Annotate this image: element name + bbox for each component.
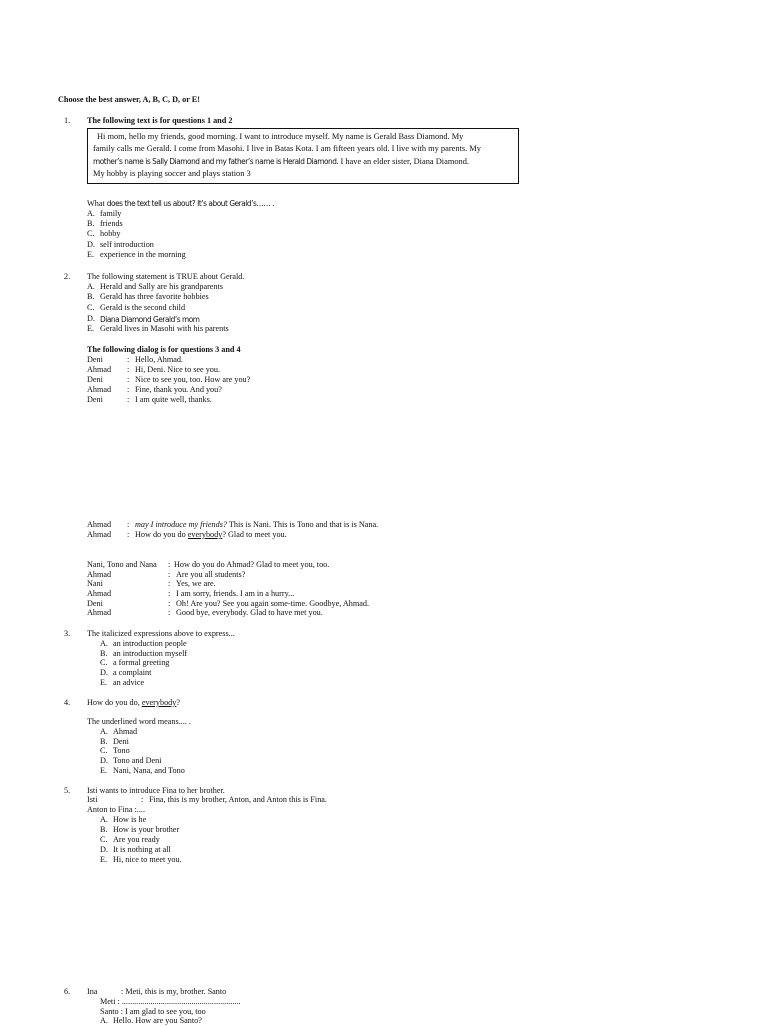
- answer-blank-line: Meti : ..........................................................: [100, 997, 241, 1006]
- option-d[interactable]: [100, 756, 108, 766]
- option-a[interactable]: [100, 639, 108, 649]
- option-letter: C.: [87, 229, 95, 238]
- option-e[interactable]: [100, 766, 107, 776]
- option-text: an introduction people: [113, 639, 187, 648]
- option-text: Tono: [113, 746, 130, 755]
- question-text-end: does the text tell us about? It’s about Gerald’s…… .: [106, 198, 275, 208]
- dialog-colon: :: [168, 599, 171, 608]
- option-text: Deni: [113, 737, 129, 746]
- quoted-line-pre: How do you do,: [87, 698, 142, 707]
- option-text: Diana Diamond Gerald’s mom: [100, 314, 200, 324]
- option-letter: A.: [100, 727, 108, 736]
- dialog-colon: :: [127, 355, 130, 364]
- option-d[interactable]: [100, 845, 108, 855]
- dialog-speaker: Ahmad: [87, 570, 112, 579]
- dialog-text: Oh! Are you? See you again some-time. Goodbye, Ahmad.: [176, 599, 370, 608]
- option-text: an advice: [113, 678, 145, 687]
- dialog-speaker: Ahmad: [87, 520, 112, 529]
- dialog-heading: The following dialog is for questions 3 and 4: [87, 345, 241, 354]
- option-text: Hi, nice to meet you.: [113, 855, 182, 864]
- dialog-text: [135, 520, 378, 530]
- dialog-colon: :: [127, 385, 130, 394]
- dialog-text: Yes, we are.: [176, 579, 216, 588]
- option-text: a complaint: [113, 668, 152, 677]
- dialog-speaker: Ahmad: [87, 608, 112, 617]
- passage-line-highlight: mother’s name is Sally Diamond and my father’s name is Herald Diamond.: [93, 156, 339, 166]
- question-text: The following statement is TRUE about Gerald.: [87, 272, 245, 281]
- option-text: an introduction myself: [113, 649, 188, 658]
- dialog-text: Hello, Ahmad.: [135, 355, 183, 364]
- dialog-speaker: Nani: [87, 579, 103, 588]
- option-e[interactable]: [87, 324, 94, 334]
- option-letter: E.: [100, 766, 108, 775]
- option-a[interactable]: [87, 282, 95, 292]
- dialog-text: Nice to see you, too. How are you?: [135, 375, 251, 384]
- option-d[interactable]: [87, 240, 95, 250]
- option-letter: D.: [100, 668, 108, 677]
- underlined-word: everybody: [187, 530, 223, 539]
- option-letter: C.: [87, 303, 95, 312]
- underlined-word: everybody: [141, 698, 177, 707]
- dialog-colon: :: [168, 608, 171, 617]
- instruction-text: Choose the best answer, A, B, C, D, or E!: [58, 95, 200, 104]
- option-letter: D.: [87, 240, 95, 249]
- dialog-colon: :: [168, 570, 171, 579]
- option-text: a formal greeting: [113, 658, 170, 667]
- dialog-colon: :: [127, 375, 130, 384]
- option-letter: D.: [100, 756, 108, 765]
- question-text: Isti wants to introduce Fina to her brother.: [87, 786, 225, 795]
- dialog-colon: :: [127, 530, 130, 539]
- option-c[interactable]: [100, 746, 108, 756]
- option-d[interactable]: [100, 668, 108, 678]
- option-c[interactable]: [100, 658, 108, 668]
- dialog-colon: :: [168, 560, 171, 569]
- dialog-text: Good bye, everybody. Glad to have met you.: [176, 608, 323, 617]
- option-letter: B.: [87, 292, 95, 301]
- option-text: family: [100, 209, 122, 218]
- dialog-colon: :: [168, 589, 171, 598]
- dialog-colon: :: [168, 579, 171, 588]
- option-c[interactable]: [100, 835, 108, 845]
- dialog-text: Hi, Deni. Nice to see you.: [135, 365, 221, 374]
- passage-heading: The following text is for questions 1 and 2: [87, 116, 233, 125]
- option-text: Gerald lives in Masohi with his parents: [100, 324, 229, 333]
- passage-line: [93, 155, 469, 168]
- dialog-colon: :: [127, 365, 130, 374]
- question-number: 3.: [64, 629, 71, 638]
- option-b[interactable]: [100, 825, 108, 835]
- dialog-speaker: Isti: [87, 795, 98, 804]
- option-letter: E.: [100, 678, 108, 687]
- option-letter: A.: [87, 282, 95, 291]
- question-number: 2.: [64, 272, 71, 281]
- question-number: 6.: [64, 987, 71, 996]
- option-letter: A.: [100, 815, 108, 824]
- option-b[interactable]: [87, 219, 95, 229]
- passage-line: Hi mom, hello my friends, good morning. I want to introduce myself. My name is Gerald Bass Diamond. My: [97, 132, 464, 141]
- quoted-line: [87, 698, 180, 708]
- italic-expression: may I introduce my friends?: [135, 520, 228, 529]
- question-number: 5.: [64, 786, 71, 795]
- option-text: Gerald has three favorite hobbies: [100, 292, 209, 301]
- dialog-text: Fina, this is my brother, Anton, and Anton this is Fina.: [149, 795, 327, 804]
- answer-prompt-line: Anton to Fina :....: [87, 805, 145, 814]
- question-number: 1.: [64, 116, 71, 125]
- option-letter: A.: [87, 209, 95, 218]
- option-text: How is he: [113, 815, 147, 824]
- question-text-start: What: [87, 199, 107, 208]
- option-text: hobby: [100, 229, 121, 238]
- dialog-speaker: Ina: [87, 987, 98, 996]
- dialog-colon: :: [127, 395, 130, 404]
- option-letter: D.: [100, 845, 108, 854]
- option-e[interactable]: [100, 678, 107, 688]
- option-text: Gerald is the second child: [100, 303, 186, 312]
- option-letter: A.: [100, 1016, 108, 1025]
- option-letter: B.: [100, 649, 108, 658]
- dialog-speaker: Nani, Tono and Nana: [87, 560, 157, 569]
- dialog-speaker: Deni: [87, 395, 103, 404]
- question-number: 4.: [64, 698, 71, 707]
- option-text: experience in the morning: [100, 250, 186, 259]
- option-letter: E.: [100, 855, 108, 864]
- option-letter: C.: [100, 746, 108, 755]
- dialog-text: How do you do Ahmad? Glad to meet you, too.: [174, 560, 330, 569]
- option-letter: C.: [100, 835, 108, 844]
- option-letter: C.: [100, 658, 108, 667]
- option-e[interactable]: [87, 250, 94, 260]
- passage-line: My hobby is playing soccer and plays station 3: [93, 169, 251, 178]
- option-a[interactable]: [100, 1016, 108, 1026]
- option-letter: D.: [87, 314, 95, 323]
- option-letter: E.: [87, 324, 95, 333]
- option-d[interactable]: [87, 314, 95, 324]
- dialog-text: I am quite well, thanks.: [135, 395, 212, 404]
- option-letter: B.: [87, 219, 95, 228]
- option-text: It is nothing at all: [113, 845, 171, 854]
- dialog-text-post: ? Glad to meet you.: [222, 530, 287, 539]
- dialog-text-pre: How do you do: [135, 530, 188, 539]
- quoted-line-post: ?: [176, 698, 181, 707]
- option-letter: B.: [100, 737, 108, 746]
- option-c[interactable]: [87, 303, 95, 313]
- dialog-speaker: Deni: [87, 599, 103, 608]
- option-text: Nani, Nana, and Tono: [113, 766, 185, 775]
- option-text: Herald and Sally are his grandparents: [100, 282, 223, 291]
- option-letter: B.: [100, 825, 108, 834]
- dialog-speaker: Deni: [87, 375, 103, 384]
- dialog-text: I am sorry, friends. I am in a hurry...: [176, 589, 295, 598]
- dialog-speaker: Ahmad: [87, 530, 112, 539]
- dialog-line: Santo : I am glad to see you, too: [100, 1007, 206, 1016]
- passage-line-rest: I have an elder sister, Diana Diamond.: [338, 157, 469, 166]
- option-text: friends: [100, 219, 123, 228]
- option-c[interactable]: [87, 229, 95, 239]
- question-text: The italicized expressions above to express...: [87, 629, 235, 638]
- dialog-speaker: Ahmad: [87, 589, 112, 598]
- dialog-text: [135, 530, 287, 540]
- dialog-text: Fine, thank you. And you?: [135, 385, 222, 394]
- dialog-speaker: Ahmad: [87, 385, 112, 394]
- option-letter: A.: [100, 639, 108, 648]
- option-text: Tono and Deni: [113, 756, 162, 765]
- option-text: Ahmad: [113, 727, 138, 736]
- question-text: [87, 198, 274, 209]
- dialog-text: Are you all students?: [176, 570, 246, 579]
- dialog-speaker: Deni: [87, 355, 103, 364]
- option-a[interactable]: [100, 815, 108, 825]
- option-letter: E.: [87, 250, 95, 259]
- option-text: Hello. How are you Santo?: [113, 1016, 202, 1025]
- option-e[interactable]: [100, 855, 107, 865]
- passage-line: family calls me Gerald. I come from Masohi. I live in Batas Kota. I am fifteen years old. I live with my parents. My: [93, 144, 481, 153]
- dialog-text: : Meti, this is my, brother. Santo: [121, 987, 227, 996]
- option-a[interactable]: [100, 727, 108, 737]
- reading-passage-box: [87, 128, 519, 184]
- option-text: How is your brother: [113, 825, 180, 834]
- option-text: Are you ready: [113, 835, 160, 844]
- option-text: self introduction: [100, 240, 154, 249]
- dialog-colon: :: [127, 520, 130, 529]
- option-b[interactable]: [87, 292, 95, 302]
- question-text: The underlined word means.... .: [87, 717, 191, 726]
- dialog-speaker: Ahmad: [87, 365, 112, 374]
- dialog-colon: :: [141, 795, 144, 804]
- dialog-text-rest: This is Nani. This is Tono and that is is Nana.: [227, 520, 379, 529]
- option-a[interactable]: [87, 209, 95, 219]
